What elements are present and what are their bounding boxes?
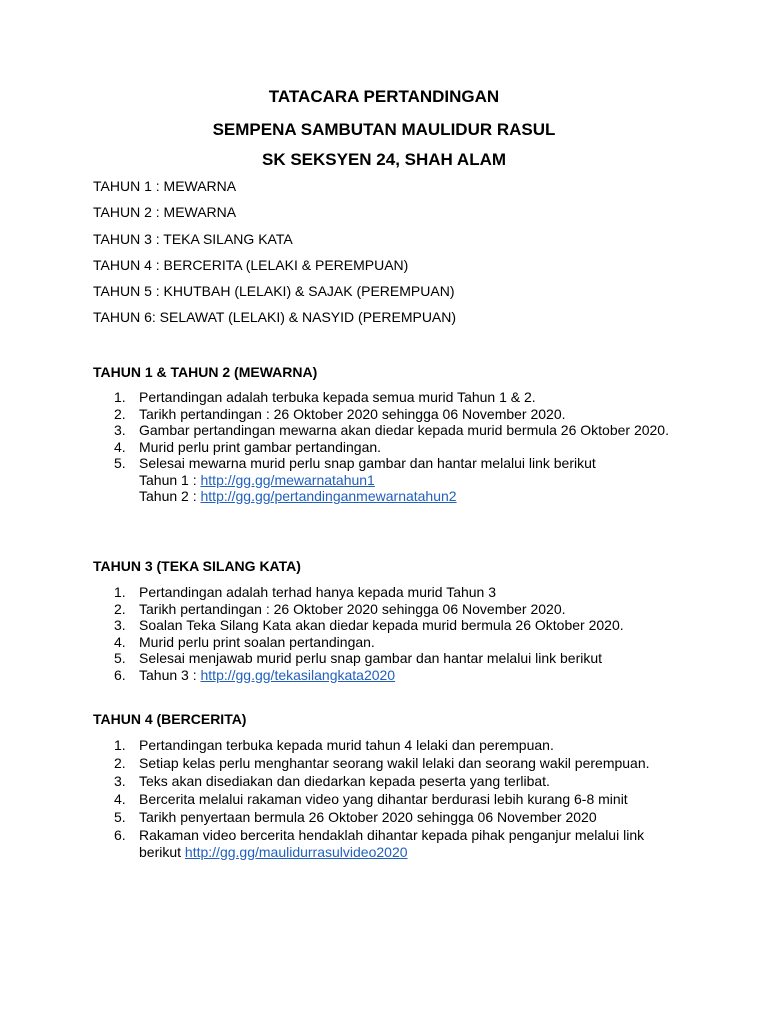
list-number: 5. <box>114 455 126 471</box>
list-item-text: Soalan Teka Silang Kata akan diedar kepada murid bermula 26 Oktober 2020. <box>139 617 624 633</box>
list-number: 1. <box>114 584 126 600</box>
list-item-text: Selesai menjawab murid perlu snap gambar dan hantar melalui link berikut <box>139 650 603 666</box>
category-tahun-5: TAHUN 5 : KHUTBAH (LELAKI) & SAJAK (PEREMPUAN) <box>93 283 455 300</box>
list-number: 2. <box>114 600 126 617</box>
link-line-tahun-2 <box>139 488 673 505</box>
list-number: 3. <box>114 422 126 438</box>
list-item-text: Tarikh penyertaan bermula 26 Oktober 2020 sehingga 06 November 2020 <box>139 809 597 825</box>
list-number: 4. <box>114 633 126 650</box>
list-item <box>93 827 673 860</box>
page-subtitle: SEMPENA SAMBUTAN MAULIDUR RASUL <box>212 120 556 139</box>
category-tahun-4: TAHUN 4 : BERCERITA (LELAKI & PEREMPUAN) <box>93 256 409 273</box>
list-item-text: Setiap kelas perlu menghantar seorang wakil lelaki dan seorang wakil perempuan. <box>139 755 650 771</box>
link-mewarna-tahun-1[interactable]: http://gg.gg/mewarnatahun1 <box>200 471 375 488</box>
list-item <box>93 584 673 601</box>
section-heading-mewarna: TAHUN 1 & TAHUN 2 (MEWARNA) <box>93 364 318 380</box>
list-item <box>93 455 673 505</box>
list-item-text: Tarikh pertandingan : 26 Oktober 2020 sehingga 06 November 2020. <box>139 405 566 422</box>
list-item <box>93 601 673 618</box>
list-item-text: Rakaman video bercerita hendaklah dihantar kepada pihak penganjur melalui link berikut <box>139 827 645 860</box>
list-item-text: Murid perlu print gambar pertandingan. <box>139 438 382 455</box>
list-number: 1. <box>114 389 126 405</box>
section-list-bercerita <box>93 737 673 862</box>
list-item <box>93 617 673 634</box>
category-tahun-3: TAHUN 3 : TEKA SILANG KATA <box>93 230 293 247</box>
list-item <box>93 809 673 826</box>
list-number: 2. <box>114 755 126 771</box>
list-number: 6. <box>114 827 126 843</box>
list-number: 2. <box>114 405 126 422</box>
list-item-text: Pertandingan terbuka kepada murid tahun 4 lelaki dan perempuan. <box>139 737 554 753</box>
link-prefix: Tahun 3 : <box>139 666 201 683</box>
link-prefix: Tahun 1 : <box>139 471 201 488</box>
list-number: 3. <box>114 617 126 633</box>
school-name: SK SEKSYEN 24, SHAH ALAM <box>261 150 507 169</box>
list-item-text: Murid perlu print soalan pertandingan. <box>139 633 375 650</box>
list-number: 1. <box>114 737 126 753</box>
list-item <box>93 422 673 439</box>
list-number: 6. <box>114 666 126 683</box>
list-item-text: Teks akan disediakan dan diedarkan kepada peserta yang terlibat. <box>139 773 550 789</box>
list-item-text: Pertandingan adalah terhad hanya kepada murid Tahun 3 <box>139 584 497 600</box>
list-item-text: Gambar pertandingan mewarna akan diedar kepada murid bermula 26 Oktober 2020. <box>139 422 669 438</box>
category-tahun-1: TAHUN 1 : MEWARNA <box>93 178 237 194</box>
section-heading-teka-silang-kata: TAHUN 3 (TEKA SILANG KATA) <box>93 558 301 574</box>
link-prefix: Tahun 2 : <box>139 488 201 504</box>
section-list-mewarna <box>93 389 673 505</box>
list-item <box>93 389 673 406</box>
section-heading-bercerita: TAHUN 4 (BERCERITA) <box>93 711 247 727</box>
list-item-text: Pertandingan adalah terbuka kepada semua murid Tahun 1 & 2. <box>139 389 536 405</box>
link-teka-silang-kata[interactable]: http://gg.gg/tekasilangkata2020 <box>200 666 396 683</box>
list-item-text: Selesai mewarna murid perlu snap gambar dan hantar melalui link berikut <box>139 455 596 471</box>
list-item <box>93 439 673 456</box>
link-bercerita-video[interactable]: http://gg.gg/maulidurrasulvideo2020 <box>184 843 408 860</box>
list-item <box>93 650 673 667</box>
list-item-text: Tarikh pertandingan : 26 Oktober 2020 sehingga 06 November 2020. <box>139 600 566 617</box>
list-number: 3. <box>114 773 126 789</box>
category-tahun-2: TAHUN 2 : MEWARNA <box>93 204 237 221</box>
category-list <box>93 178 693 336</box>
list-item <box>93 406 673 423</box>
list-number: 4. <box>114 438 126 455</box>
list-item-text: Bercerita melalui rakaman video yang dihantar berdurasi lebih kurang 6-8 minit <box>139 791 628 807</box>
list-item <box>93 773 673 790</box>
list-item <box>93 667 673 684</box>
list-number: 4. <box>114 791 126 807</box>
category-tahun-6: TAHUN 6: SELAWAT (LELAKI) & NASYID (PEREMPUAN) <box>93 309 457 326</box>
list-number: 5. <box>114 650 126 666</box>
page-title: TATACARA PERTANDINGAN <box>268 87 500 106</box>
list-number: 5. <box>114 809 126 825</box>
link-line-tahun-1 <box>139 472 673 489</box>
list-item <box>93 755 673 772</box>
list-item <box>93 634 673 651</box>
section-list-teka-silang-kata <box>93 584 673 683</box>
link-mewarna-tahun-2[interactable]: http://gg.gg/pertandinganmewarnatahun2 <box>200 488 457 504</box>
list-item <box>93 791 673 808</box>
list-item <box>93 737 673 754</box>
